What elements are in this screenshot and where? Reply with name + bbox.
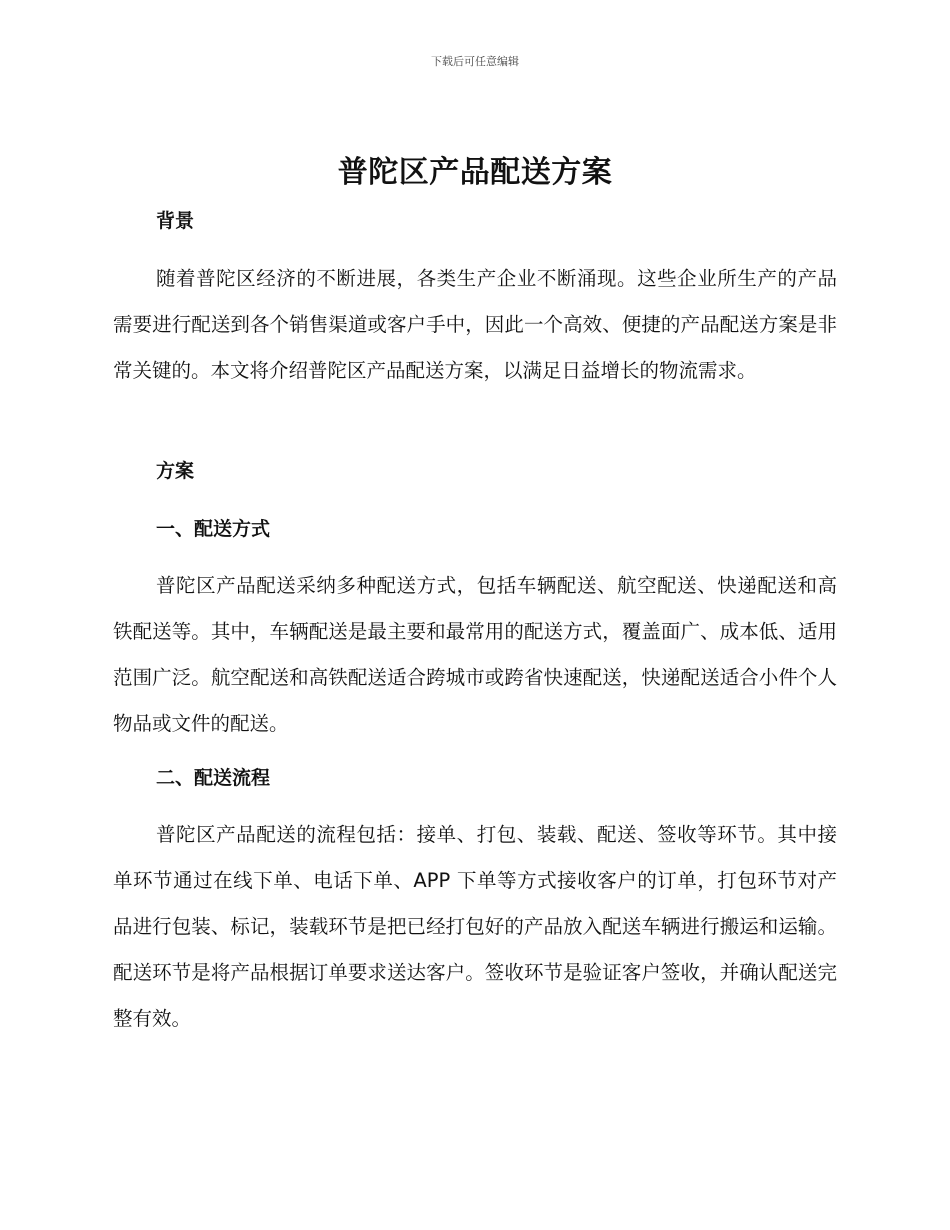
document-title: 普陀区产品配送方案 (337, 155, 613, 190)
section1-heading: 一、配送方式 (156, 518, 271, 540)
section1-paragraph: 普陀区产品配送采纳多种配送方式，包括车辆配送、航空配送、快递配送和高铁配送等。其中，车辆配送是最主要和最常用的配送方式，覆盖面广、成本低、适用范围广泛。航空配送和高铁配送适合跨城市或跨省快速配送，快递配送适合小件个人物品或文件的配送。 (113, 574, 837, 735)
section2-heading: 二、配送流程 (156, 767, 271, 789)
background-paragraph: 随着普陀区经济的不断进展，各类生产企业不断涌现。这些企业所生产的产品需要进行配送到各个销售渠道或客户手中，因此一个高效、便捷的产品配送方案是非常关键的。本文将介绍普陀区产品配送方案，以满足日益增长的物流需求。 (113, 267, 837, 382)
section2-paragraph: 普陀区产品配送的流程包括：接单、打包、装载、配送、签收等环节。其中接单环节通过在线下单、电话下单、APP 下单等方式接收客户的订单，打包环节对产品进行包装、标记，装载环节是把已经打包好的产品放入配送车辆进行搬运和运输。配送环节是将产品根据订单要求送达客户。签收环节是验证客户签收，并确认配送完整有效。 (113, 823, 837, 1030)
page-header-note: 下载后可任意编辑 (431, 55, 519, 68)
background-heading: 背景 (156, 210, 195, 232)
plan-heading: 方案 (156, 460, 195, 482)
